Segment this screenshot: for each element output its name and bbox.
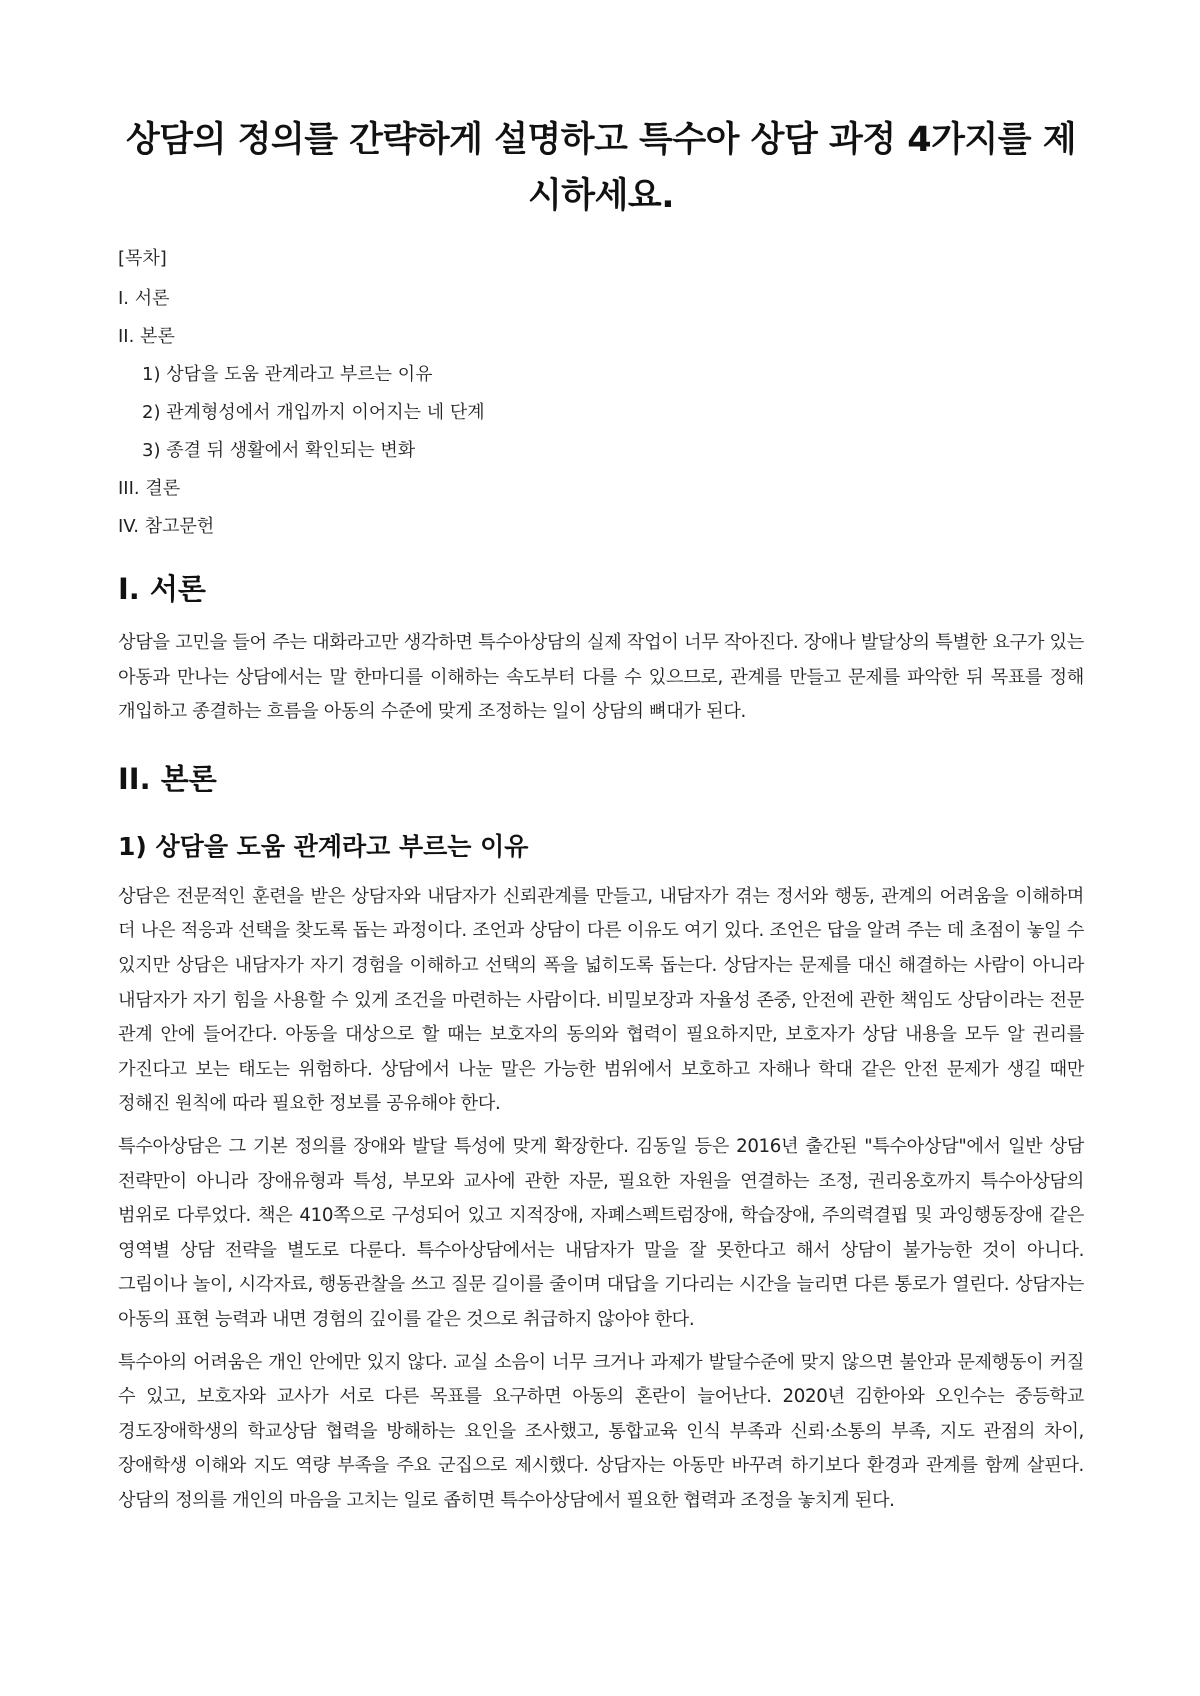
document-page: [118, 112, 1084, 1526]
body-paragraph: 특수아의 어려움은 개인 안에만 있지 않다. 교실 소음이 너무 크거나 과제가 발달수준에 맞지 않으면 불안과 문제행동이 커질 수 있고, 보호자와 교사가 서로 다른 목표를 요구하면 아동의 혼란이 늘어난다. 2020년 김한아와 오인수는 중등학교 경도장애학생의 학교상담 협력을 방해하는 요인을 조사했고, 통합교육 인식 부족과 신뢰·소통의 부족, 지도 관점의 차이, 장애학생 이해와 지도 역량 부족을 주요 군집으로 제시했다. 상담자는 아동만 바꾸려 하기보다 환경과 관계를 함께 살핀다. 상담의 정의를 개인의 마음을 고치는 일로 좁히면 특수아상담에서 필요한 협력과 조정을 놓치게 된다.: [118, 1351, 1084, 1511]
section-heading-intro: I. 서론: [118, 572, 206, 606]
body-paragraph: 상담은 전문적인 훈련을 받은 상담자와 내담자가 신뢰관계를 만들고, 내담자가 겪는 정서와 행동, 관계의 어려움을 이해하며 더 나은 적응과 선택을 찾도록 돕는 과정이다. 조언과 상담이 다른 이유도 여기 있다. 조언은 답을 알려 주는 데 초점이 놓일 수 있지만 상담은 내담자가 자기 경험을 이해하고 선택의 폭을 넓히도록 돕는다. 상담자는 문제를 대신 해결하는 사람이 아니라 내담자가 자기 힘을 사용할 수 있게 조건을 마련하는 사람이다. 비밀보장과 자율성 존중, 안전에 관한 책임도 상담이라는 전문 관계 안에 들어간다. 아동을 대상으로 할 때는 보호자의 동의와 협력이 필요하지만, 보호자가 상담 내용을 모두 알 권리를 가진다고 보는 태도는 위험하다. 상담에서 나눈 말은 가능한 범위에서 보호하고 자해나 학대 같은 안전 문제가 생길 때만 정해진 원칙에 따라 필요한 정보를 공유해야 한다.: [118, 885, 1084, 1115]
toc-item-body-1: 1) 상담을 도움 관계라고 부르는 이유: [142, 364, 433, 385]
toc-item-references: IV. 참고문헌: [118, 516, 215, 537]
toc-heading: [목차]: [118, 248, 167, 269]
toc-item-body: II. 본론: [118, 326, 175, 347]
toc-item-body-2: 2) 관계형성에서 개입까지 이어지는 네 단계: [142, 402, 485, 423]
document-title: 상담의 정의를 간략하게 설명하고 특수아 상담 과정 4가지를 제시하세요.: [125, 120, 1077, 216]
table-of-contents: [118, 246, 1084, 540]
toc-item-intro: I. 서론: [118, 288, 170, 309]
intro-paragraph: 상담을 고민을 들어 주는 대화라고만 생각하면 특수아상담의 실제 작업이 너무 작아진다. 장애나 발달상의 특별한 요구가 있는 아동과 만나는 상담에서는 말 한마디를 이해하는 속도부터 다를 수 있으므로, 관계를 만들고 문제를 파악한 뒤 목표를 정해 개입하고 종결하는 흐름을 아동의 수준에 맞게 조정하는 일이 상담의 뼈대가 된다.: [118, 632, 1084, 723]
subsection-heading-1: 1) 상담을 도움 관계라고 부르는 이유: [118, 831, 529, 861]
toc-item-body-3: 3) 종결 뒤 생활에서 확인되는 변화: [142, 440, 416, 461]
section-heading-body: II. 본론: [118, 761, 217, 796]
body-paragraph: 특수아상담은 그 기본 정의를 장애와 발달 특성에 맞게 확장한다. 김동일 등은 2016년 출간된 "특수아상담"에서 일반 상담 전략만이 아니라 장애유형과 특성, 부모와 교사에 관한 자문, 필요한 자원을 연결하는 조정, 권리옹호까지 특수아상담의 범위로 다루었다. 책은 410쪽으로 구성되어 있고 지적장애, 자폐스펙트럼장애, 학습장애, 주의력결핍 및 과잉행동장애 같은 영역별 상담 전략을 별도로 다룬다. 특수아상담에서는 내담자가 말을 잘 못한다고 해서 상담이 불가능한 것이 아니다. 그림이나 놀이, 시각자료, 행동관찰을 쓰고 질문 길이를 줄이며 대답을 기다리는 시간을 늘리면 다른 통로가 열린다. 상담자는 아동의 표현 능력과 내면 경험의 깊이를 같은 것으로 취급하지 않아야 한다.: [118, 1135, 1084, 1330]
toc-item-conclusion: III. 결론: [118, 478, 181, 499]
